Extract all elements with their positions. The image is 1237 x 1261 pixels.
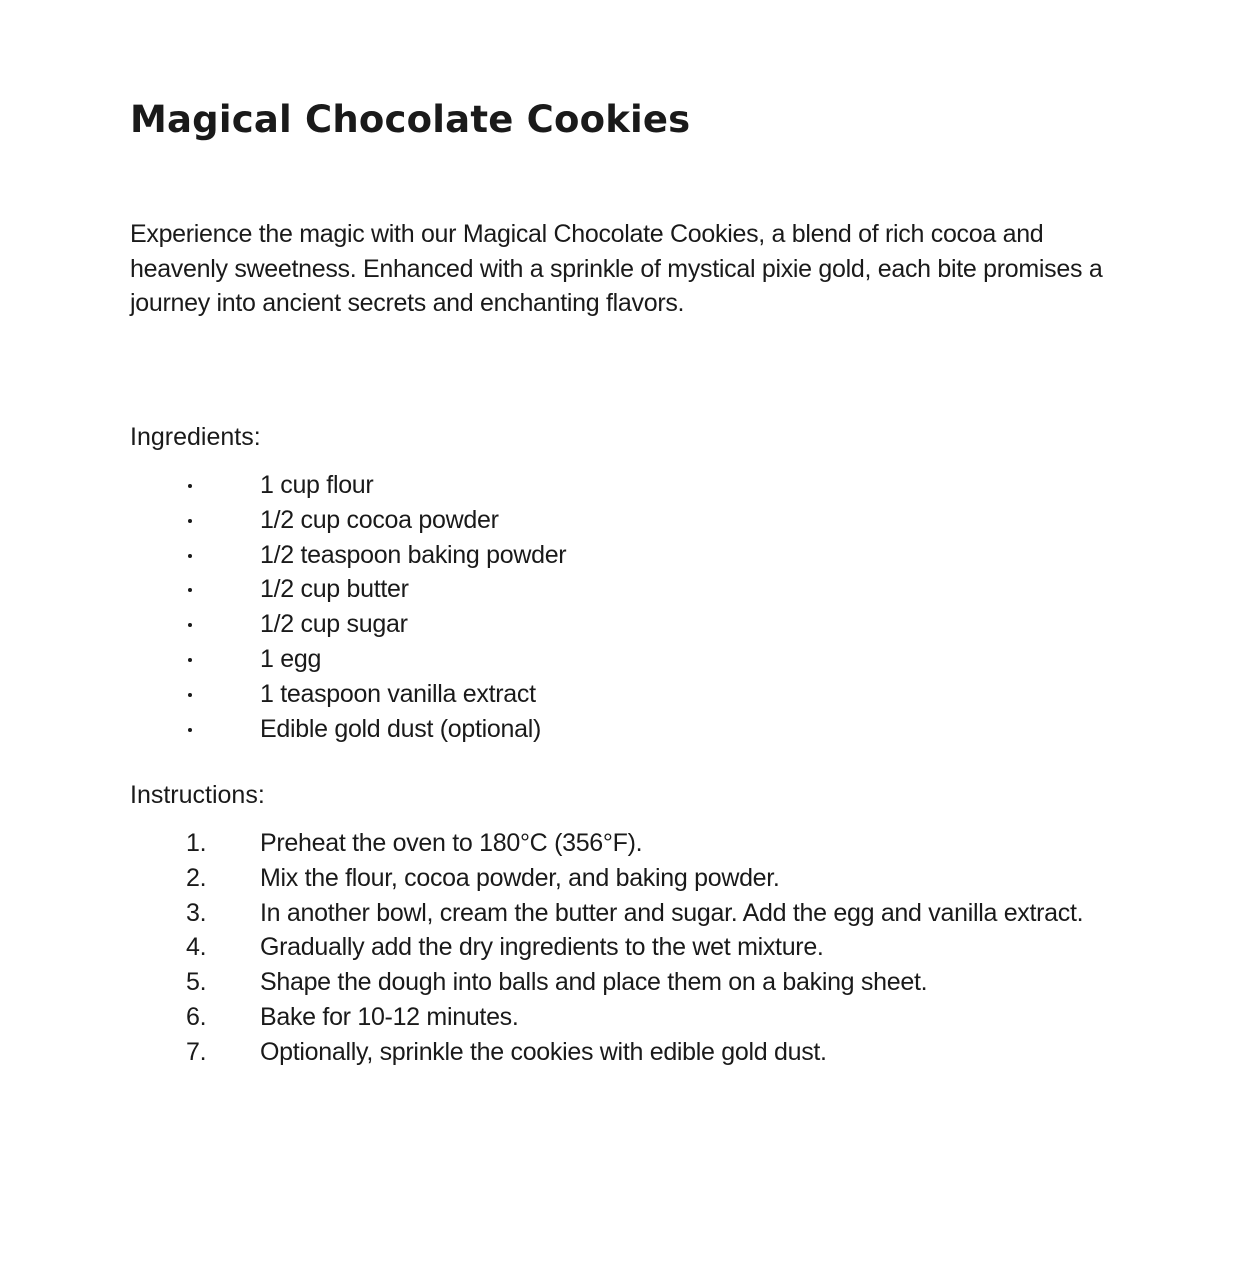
bullet-icon xyxy=(188,693,192,697)
bullet-icon xyxy=(188,658,192,662)
step-number: 2. xyxy=(186,863,207,892)
bullet-icon xyxy=(188,728,192,732)
step-text: In another bowl, cream the butter and sugar. Add the egg and vanilla extract. xyxy=(260,898,1084,927)
ingredient-text: 1 teaspoon vanilla extract xyxy=(260,679,536,708)
step-number: 6. xyxy=(186,1002,207,1031)
ingredient-text: 1 cup flour xyxy=(260,471,374,499)
step-text: Gradually add the dry ingredients to the wet mixture. xyxy=(260,933,824,962)
step-number: 3. xyxy=(186,898,207,927)
ingredients-heading: Ingredients: xyxy=(130,423,261,451)
step-number: 1. xyxy=(186,829,207,857)
step-number: 4. xyxy=(186,933,207,962)
ingredient-text: 1/2 cup sugar xyxy=(260,610,408,639)
ingredient-text: Edible gold dust (optional) xyxy=(260,714,541,743)
ingredient-text: 1 egg xyxy=(260,644,322,673)
bullet-icon xyxy=(188,554,192,558)
bullet-icon xyxy=(188,519,192,523)
recipe-description: Experience the magic with our Magical Chocolate Cookies, a blend of rich cocoa and heavenly sweetness. Enhanced with a sprinkle of mystical pixie gold, each bite promises a journey into ancient secrets and enchanting flavors. xyxy=(130,220,1103,317)
step-text: Mix the flour, cocoa powder, and baking powder. xyxy=(260,863,780,892)
step-text: Bake for 10-12 minutes. xyxy=(260,1002,519,1031)
step-text: Shape the dough into balls and place them on a baking sheet. xyxy=(260,968,928,997)
bullet-icon xyxy=(188,588,192,592)
bullet-icon xyxy=(188,484,192,488)
ingredient-text: 1/2 cup cocoa powder xyxy=(260,505,499,534)
bullet-icon xyxy=(188,623,192,627)
ingredient-text: 1/2 teaspoon baking powder xyxy=(260,540,567,569)
step-text: Optionally, sprinkle the cookies with edible gold dust. xyxy=(260,1037,827,1066)
step-text: Preheat the oven to 180°C (356°F). xyxy=(260,829,643,857)
ingredient-text: 1/2 cup butter xyxy=(260,575,409,604)
instructions-heading: Instructions: xyxy=(130,781,265,809)
step-number: 7. xyxy=(186,1037,207,1066)
page-title: Magical Chocolate Cookies xyxy=(130,98,691,141)
step-number: 5. xyxy=(186,968,207,997)
